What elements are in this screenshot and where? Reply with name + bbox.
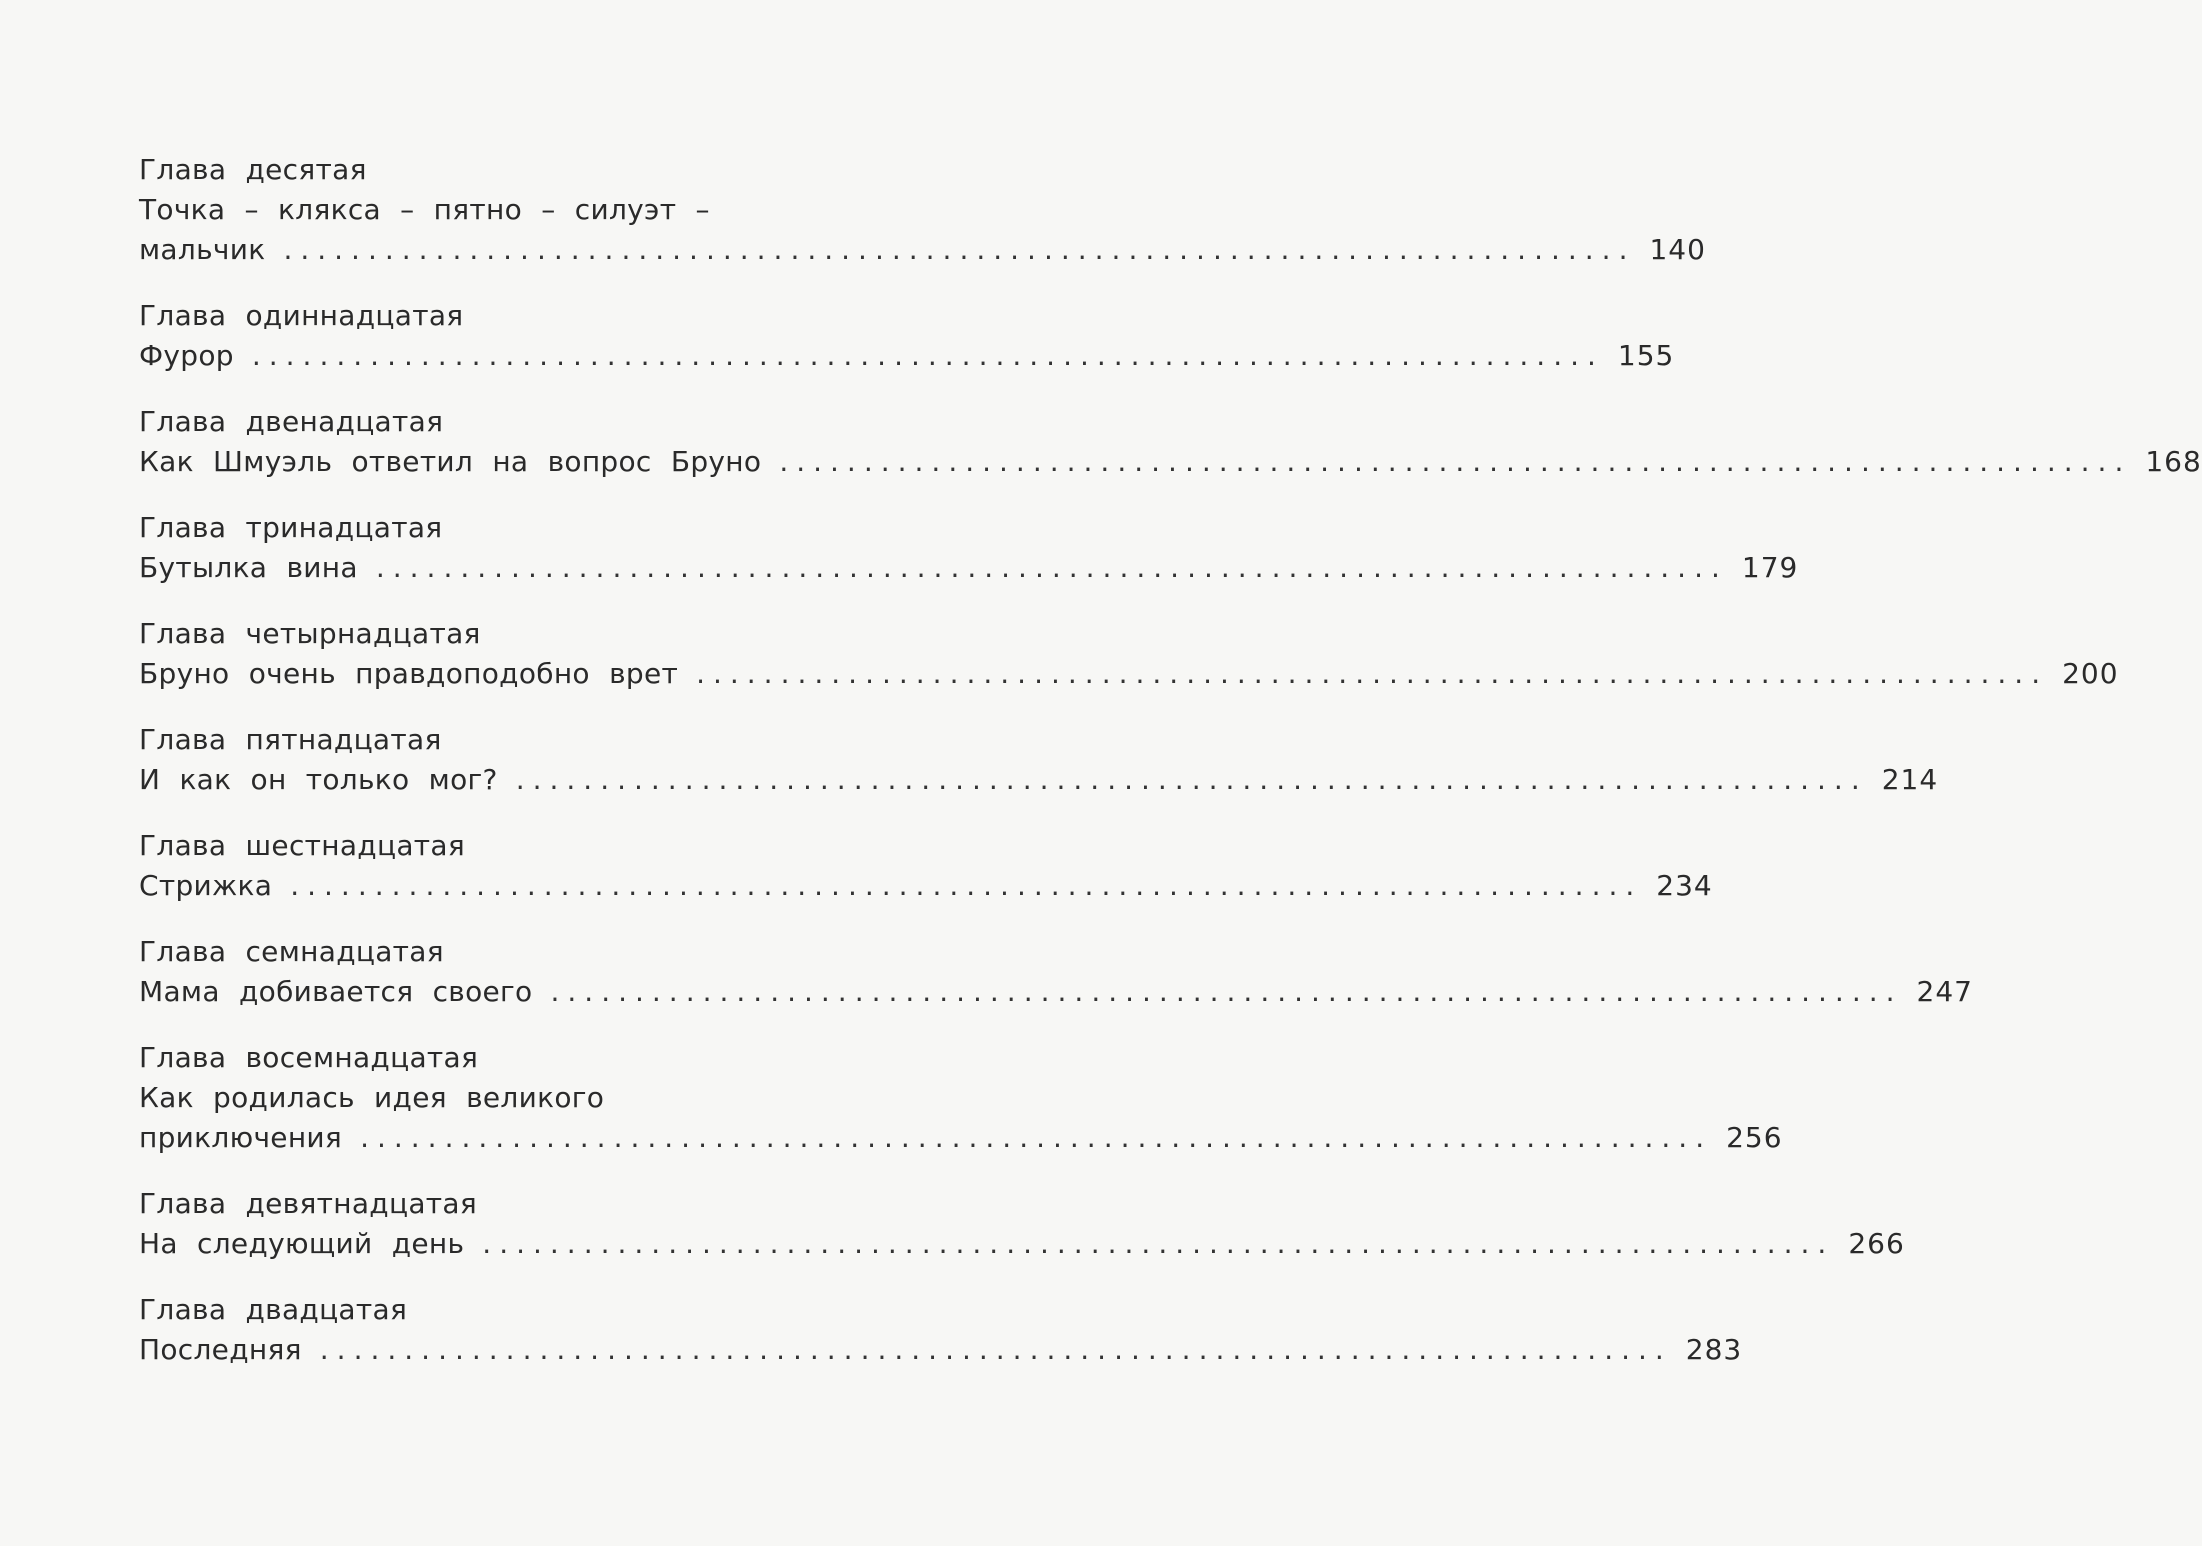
chapter-title-row [139, 1224, 1905, 1264]
chapter-heading: Глава семнадцатая [139, 935, 444, 968]
chapter-title: Как Шмуэль ответил на вопрос Бруно [139, 445, 762, 478]
toc-entry [139, 826, 1713, 906]
page-number: 247 [1916, 975, 1973, 1008]
chapter-heading: Глава десятая [139, 153, 367, 186]
toc-entry [139, 720, 1939, 800]
chapter-heading: Глава тринадцатая [139, 511, 443, 544]
chapter-title: И как он только мог? [139, 763, 498, 796]
chapter-title: Мама добивается своего [139, 975, 533, 1008]
page-number: 234 [1656, 869, 1713, 902]
page-number: 256 [1726, 1121, 1783, 1154]
chapter-title-row [139, 972, 1973, 1012]
dot-leader: ................................................................................ [482, 1227, 1835, 1260]
toc-entry [139, 1184, 1905, 1264]
chapter-title: Фурор [139, 339, 234, 372]
page-number: 179 [1741, 551, 1799, 584]
chapter-title: На следующий день [139, 1227, 465, 1260]
chapter-title: Последняя [139, 1333, 302, 1366]
dot-leader: ................................................................................ [290, 869, 1643, 902]
page-number: 155 [1617, 339, 1675, 372]
page-number: 266 [1848, 1227, 1905, 1260]
chapter-title: Бутылка вина [139, 551, 358, 584]
chapter-heading: Глава двадцатая [139, 1293, 408, 1326]
chapter-title-row [139, 866, 1713, 906]
dot-leader: ................................................................................ [550, 975, 1903, 1008]
dot-leader: ................................................................................ [319, 1333, 1672, 1366]
chapter-title-row [139, 654, 2119, 694]
dot-leader: ................................................................................ [696, 657, 2049, 690]
toc-entry [139, 508, 1799, 588]
dot-leader: ................................................................................ [283, 233, 1636, 266]
toc-entry [139, 614, 2119, 694]
page-number: 200 [2062, 657, 2119, 690]
chapter-heading: Глава восемнадцатая [139, 1041, 479, 1074]
page-number: 214 [1881, 763, 1939, 796]
chapter-title: Стрижка [139, 869, 273, 902]
chapter-heading: Глава девятнадцатая [139, 1187, 477, 1220]
chapter-title-row [139, 442, 2202, 482]
dot-leader: ................................................................................ [251, 339, 1604, 372]
chapter-title-row [139, 760, 1939, 800]
chapter-title-line: Точка – клякса – пятно – силуэт – [139, 193, 710, 226]
chapter-title-line: Как родилась идея великого [139, 1081, 605, 1114]
toc-entry [139, 296, 1675, 376]
chapter-title-row [139, 230, 1706, 270]
chapter-title-row [139, 336, 1675, 376]
chapter-title-row [139, 1118, 1783, 1158]
chapter-heading: Глава четырнадцатая [139, 617, 481, 650]
toc-entry [139, 1038, 1783, 1158]
chapter-title: Бруно очень правдоподобно врет [139, 657, 679, 690]
table-of-contents [139, 150, 2202, 1396]
page-number: 140 [1649, 233, 1706, 266]
toc-list [139, 150, 2202, 1370]
toc-entry [139, 150, 1706, 270]
dot-leader: ................................................................................ [375, 551, 1728, 584]
chapter-heading: Глава шестнадцатая [139, 829, 465, 862]
dot-leader: ................................................................................ [779, 445, 2132, 478]
toc-entry [139, 402, 2202, 482]
chapter-title: приключения [139, 1121, 343, 1154]
chapter-heading: Глава двенадцатая [139, 405, 444, 438]
chapter-title-row [139, 548, 1799, 588]
dot-leader: ................................................................................ [360, 1121, 1713, 1154]
chapter-heading: Глава одиннадцатая [139, 299, 464, 332]
chapter-heading: Глава пятнадцатая [139, 723, 442, 756]
page-number: 283 [1685, 1333, 1743, 1366]
page-number: 168 [2145, 445, 2202, 478]
chapter-title-row [139, 1330, 1743, 1370]
toc-entry [139, 932, 1973, 1012]
chapter-title: мальчик [139, 233, 266, 266]
dot-leader: ................................................................................ [515, 763, 1868, 796]
toc-entry [139, 1290, 1743, 1370]
